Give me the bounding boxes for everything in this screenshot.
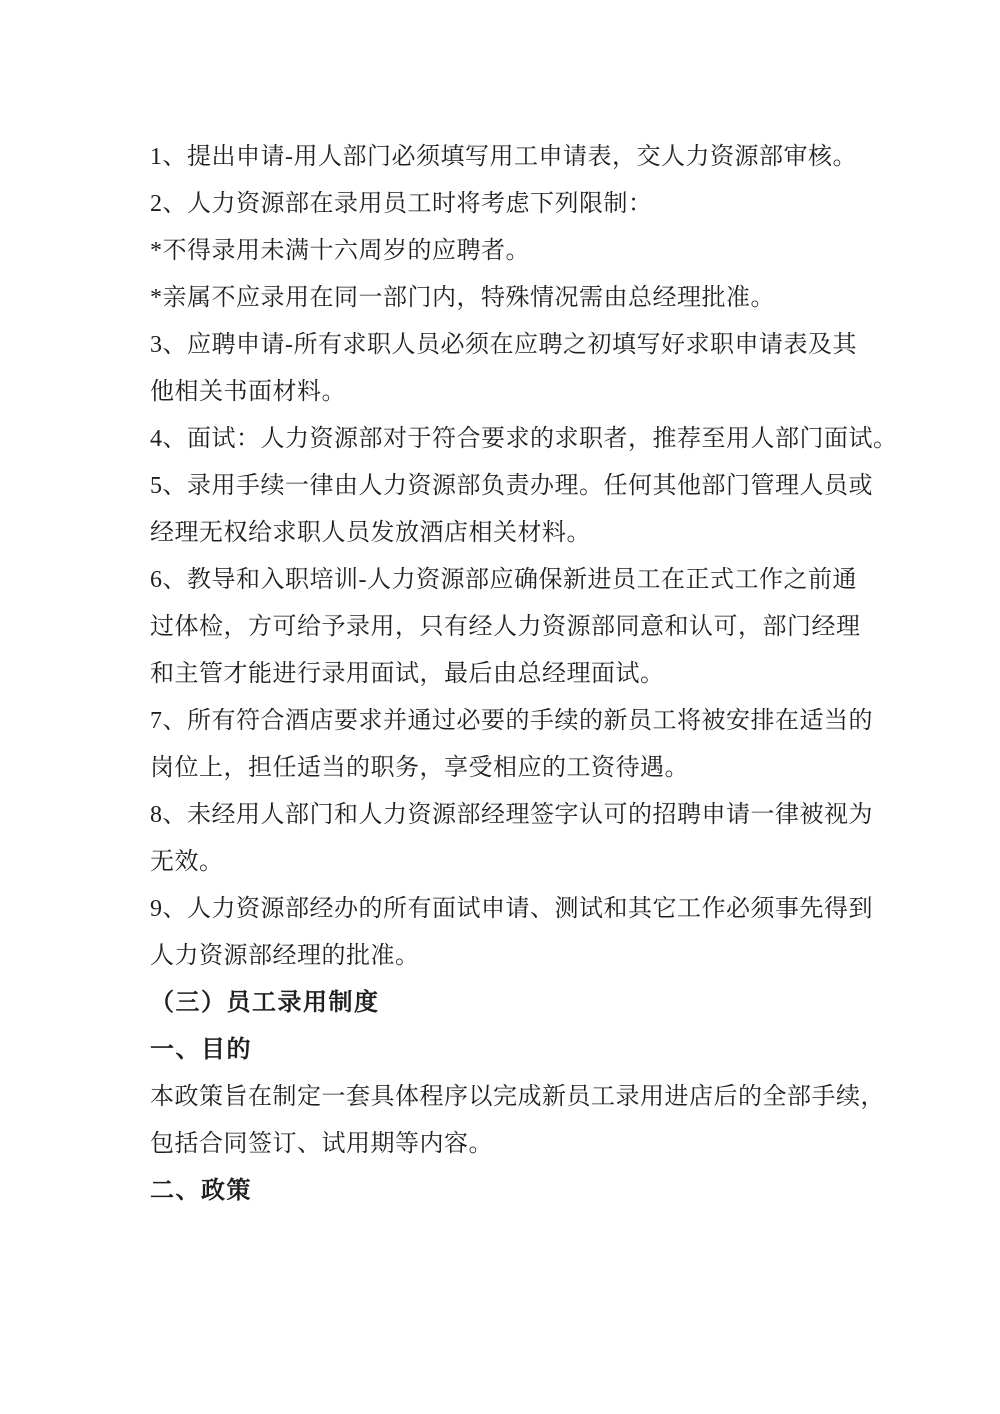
text-line-item-9b: 人力资源部经理的批准。 bbox=[150, 943, 420, 969]
text-line-item-3b: 他相关书面材料。 bbox=[150, 379, 346, 405]
text-line-item-6c: 和主管才能进行录用面试，最后由总经理面试。 bbox=[150, 661, 665, 687]
text-line-purpose-b: 包括合同签订、试用期等内容。 bbox=[150, 1131, 493, 1157]
text-line-item-2: 2、人力资源部在录用员工时将考虑下列限制： bbox=[150, 191, 653, 217]
subsection-heading-purpose: 一、目的 bbox=[150, 1037, 252, 1063]
text-line-item-6b: 过体检，方可给予录用，只有经人力资源部同意和认可，部门经理 bbox=[150, 614, 861, 640]
text-line-item-8a: 8、未经用人部门和人力资源部经理签字认可的招聘申请一律被视为 bbox=[150, 802, 873, 828]
text-line-purpose-a: 本政策旨在制定一套具体程序以完成新员工录用进店后的全部手续， bbox=[150, 1084, 885, 1110]
text-line-item-5b: 经理无权给求职人员发放酒店相关材料。 bbox=[150, 520, 591, 546]
text-line-restriction-1: *不得录用未满十六周岁的应聘者。 bbox=[150, 238, 530, 264]
section-heading-employee-hiring-system: （三）员工录用制度 bbox=[150, 990, 380, 1016]
text-line-item-5a: 5、录用手续一律由人力资源部负责办理。任何其他部门管理人员或 bbox=[150, 473, 873, 499]
text-line-restriction-2: *亲属不应录用在同一部门内，特殊情况需由总经理批准。 bbox=[150, 285, 775, 311]
text-line-item-8b: 无效。 bbox=[150, 849, 224, 875]
subsection-heading-policy: 二、政策 bbox=[150, 1178, 252, 1204]
document-text-block bbox=[150, 134, 910, 1215]
text-line-item-4: 4、面试：人力资源部对于符合要求的求职者，推荐至用人部门面试。 bbox=[150, 426, 898, 452]
text-line-item-7a: 7、所有符合酒店要求并通过必要的手续的新员工将被安排在适当的 bbox=[150, 708, 873, 734]
text-line-item-3a: 3、应聘申请-所有求职人员必须在应聘之初填写好求职申请表及其 bbox=[150, 332, 857, 358]
text-line-item-6a: 6、教导和入职培训-人力资源部应确保新进员工在正式工作之前通 bbox=[150, 567, 857, 593]
text-line-item-1: 1、提出申请-用人部门必须填写用工申请表，交人力资源部审核。 bbox=[150, 144, 857, 170]
text-line-item-7b: 岗位上，担任适当的职务，享受相应的工资待遇。 bbox=[150, 755, 689, 781]
text-line-item-9a: 9、人力资源部经办的所有面试申请、测试和其它工作必须事先得到 bbox=[150, 896, 873, 922]
